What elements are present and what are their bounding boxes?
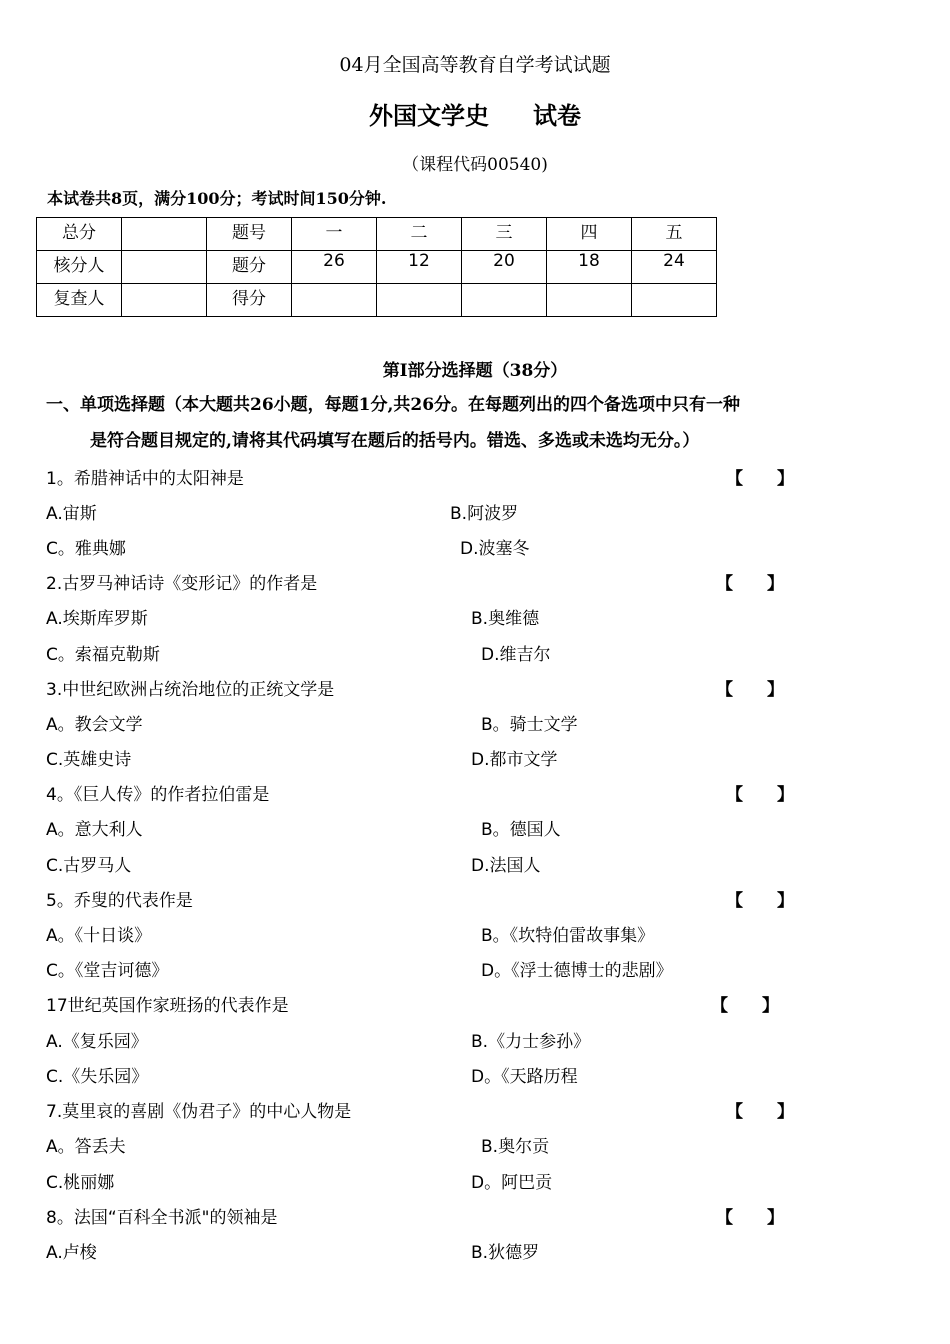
option-b: B。《坎特伯雷故事集》 <box>481 926 655 946</box>
answer-bracket: 【 】 <box>726 891 794 911</box>
exam-info: 本试卷共8页，满分100分；考试时间150分钟. <box>47 189 387 208</box>
option-a: A.卢梭 <box>46 1243 97 1263</box>
answer-bracket: 【 】 <box>726 469 794 489</box>
table-cell <box>122 251 207 284</box>
option-a: A。教会文学 <box>46 715 143 735</box>
option-d: D.波塞冬 <box>460 539 530 559</box>
option-b: B。骑士文学 <box>481 715 578 735</box>
table-cell <box>122 284 207 317</box>
table-cell: 题号 <box>207 218 292 251</box>
option-c: C。索福克勒斯 <box>46 645 160 665</box>
table-cell: 一 <box>292 218 377 251</box>
option-b: B.狄德罗 <box>471 1243 540 1263</box>
question-stem: 8。法国“百科全书派"的领袖是 <box>46 1208 278 1228</box>
option-a: A。答丢夫 <box>46 1137 126 1157</box>
table-cell <box>122 218 207 251</box>
subject-title: 外国文学史 <box>369 101 489 130</box>
table-cell <box>377 284 462 317</box>
table-cell: 核分人 <box>37 251 122 284</box>
option-a: A.宙斯 <box>46 504 97 524</box>
option-a: A。《十日谈》 <box>46 926 152 946</box>
table-cell: 18 <box>547 251 632 284</box>
score-table-row <box>37 251 717 284</box>
part-title: 第Ⅰ部分选择题（38分） <box>382 361 568 381</box>
table-cell: 20 <box>462 251 547 284</box>
answer-bracket: 【 】 <box>716 574 784 594</box>
option-d: D。《天路历程 <box>471 1067 578 1087</box>
option-c: C。雅典娜 <box>46 539 126 559</box>
option-b: B.奥维德 <box>471 609 540 629</box>
table-cell: 复查人 <box>37 284 122 317</box>
question-stem: 1。希腊神话中的太阳神是 <box>46 469 244 489</box>
option-b: B.奥尔贡 <box>481 1137 550 1157</box>
score-table-row <box>37 284 717 317</box>
question-stem: 5。乔叟的代表作是 <box>46 891 193 911</box>
option-d: D。阿巴贡 <box>471 1173 553 1193</box>
option-a: A.《复乐园》 <box>46 1032 148 1052</box>
option-d: D.维吉尔 <box>481 645 551 665</box>
table-cell: 四 <box>547 218 632 251</box>
option-c: C.《失乐园》 <box>46 1067 149 1087</box>
answer-bracket: 【 】 <box>726 785 794 805</box>
question-stem: 7.莫里哀的喜剧《伪君子》的中心人物是 <box>46 1102 352 1122</box>
section-instruction-cont: 是符合题目规定的,请将其代码填写在题后的括号内。错选、多选或未选均无分。） <box>90 431 700 451</box>
table-cell <box>292 284 377 317</box>
option-b: B。德国人 <box>481 820 561 840</box>
question-stem: 17世纪英国作家班扬的代表作是 <box>46 996 289 1016</box>
table-cell: 26 <box>292 251 377 284</box>
course-code: （课程代码00540) <box>402 155 548 175</box>
question-stem: 3.中世纪欧洲占统治地位的正统文学是 <box>46 680 335 700</box>
answer-bracket: 【 】 <box>711 996 779 1016</box>
option-c: C.桃丽娜 <box>46 1173 115 1193</box>
table-cell: 12 <box>377 251 462 284</box>
option-c: C.英雄史诗 <box>46 750 132 770</box>
option-b: B.《力士参孙》 <box>471 1032 591 1052</box>
table-cell: 五 <box>632 218 717 251</box>
option-b: B.阿波罗 <box>450 504 519 524</box>
table-cell: 总分 <box>37 218 122 251</box>
option-d: D。《浮士德博士的悲剧》 <box>481 961 673 981</box>
table-cell <box>547 284 632 317</box>
section-instruction: 一、单项选择题（本大题共26小题，每题1分,共26分。在每题列出的四个备选项中只有一种 <box>46 395 741 415</box>
table-cell: 二 <box>377 218 462 251</box>
answer-bracket: 【 】 <box>716 1208 784 1228</box>
table-cell <box>632 284 717 317</box>
table-cell: 三 <box>462 218 547 251</box>
option-a: A。意大利人 <box>46 820 143 840</box>
table-cell: 24 <box>632 251 717 284</box>
option-c: C.古罗马人 <box>46 856 132 876</box>
score-table-row <box>37 218 717 251</box>
option-d: D.法国人 <box>471 856 541 876</box>
option-c: C。《堂吉诃德》 <box>46 961 169 981</box>
question-stem: 4。《巨人传》的作者拉伯雷是 <box>46 785 270 805</box>
question-stem: 2.古罗马神话诗《变形记》的作者是 <box>46 574 318 594</box>
answer-bracket: 【 】 <box>716 680 784 700</box>
table-cell: 得分 <box>207 284 292 317</box>
option-a: A.埃斯库罗斯 <box>46 609 148 629</box>
table-cell <box>462 284 547 317</box>
score-table <box>36 217 717 317</box>
table-cell: 题分 <box>207 251 292 284</box>
option-d: D.都市文学 <box>471 750 558 770</box>
exam-header: 04月全国高等教育自学考试试题 <box>339 54 611 76</box>
paper-title <box>0 96 950 131</box>
paper-label: 试卷 <box>533 101 581 130</box>
answer-bracket: 【 】 <box>726 1102 794 1122</box>
